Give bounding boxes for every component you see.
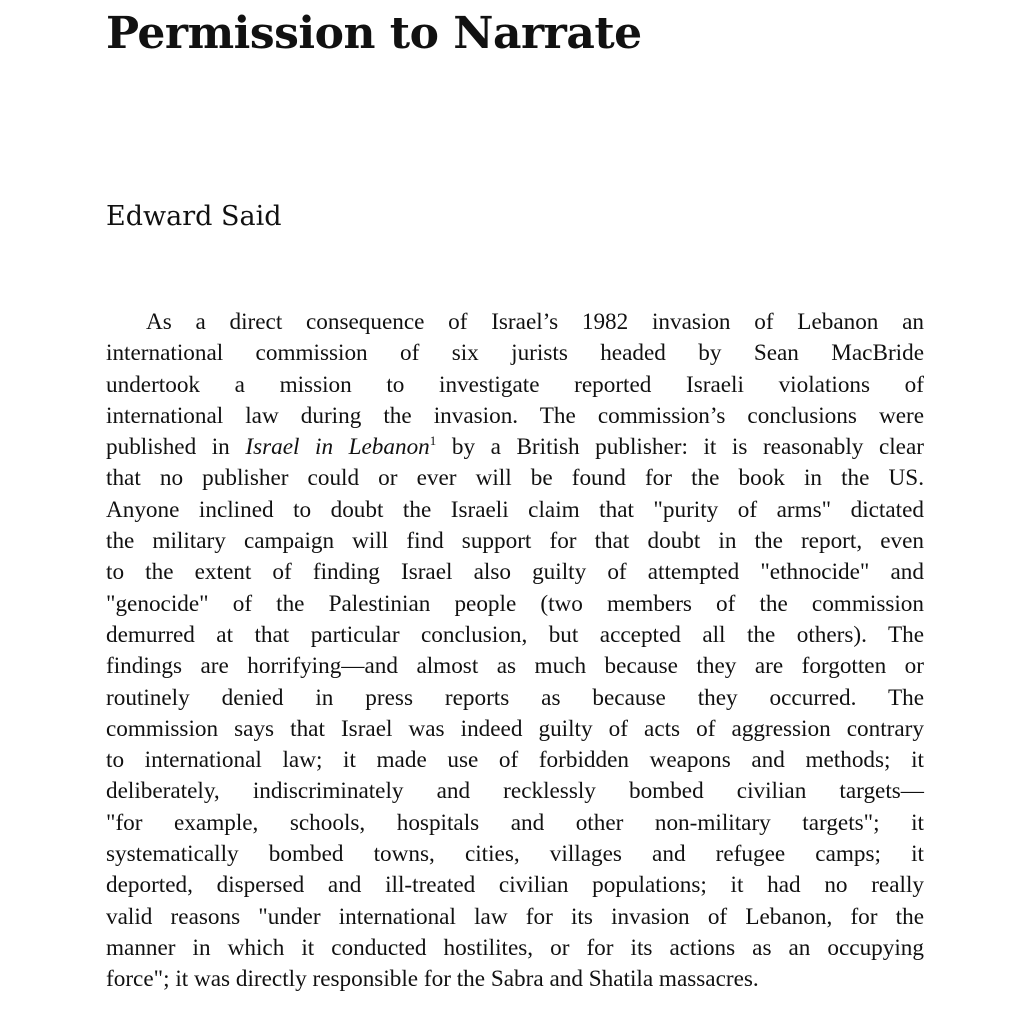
footnote-marker: 1 [429,433,437,449]
body-line: to international law; it made use of forbidden weapons and methods; it [106,747,924,774]
body-line: deliberately, indiscriminately and recklessly bombed civilian targets— [106,778,924,805]
body-line: findings are horrifying—and almost as much because they are forgotten or [106,653,924,680]
body-line: manner in which it conducted hostilites, or for its actions as an occupying [106,934,924,961]
body-line: routinely denied in press reports as because they occurred. The [106,684,924,711]
body-line-with-citation [106,432,924,463]
body-line: commission says that Israel was indeed guilty of acts of aggression contrary [106,715,924,742]
body-line: "for example, schools, hospitals and other non-military targets"; it [106,809,924,836]
body-line: international law during the invasion. The commission’s conclusions were [106,402,924,429]
body-paragraph [106,307,924,996]
body-line: that no publisher could or ever will be found for the book in the US. [106,465,924,492]
body-line: systematically bombed towns, cities, villages and refugee camps; it [106,841,924,868]
book-title: Israel in Lebanon [245,434,430,461]
body-line: international commission of six jurists headed by Sean MacBride [106,340,924,367]
body-line: the military campaign will find support for that doubt in the report, even [106,528,924,555]
body-line: demurred at that particular conclusion, but accepted all the others). The [106,621,924,648]
body-line: to the extent of finding Israel also guilty of attempted "ethnocide" and [106,559,924,586]
body-line: As a direct consequence of Israel’s 1982 invasion of Lebanon an [146,309,924,335]
body-line: Anyone inclined to doubt the Israeli claim that "purity of arms" dictated [106,496,924,523]
article-title: Permission to Narrate [106,8,642,59]
body-line: undertook a mission to investigate reported Israeli violations of [106,371,924,398]
body-line-start: published in [106,434,230,461]
body-line: deported, dispersed and ill-treated civilian populations; it had no really [106,872,924,899]
body-line: "genocide" of the Palestinian people (two members of the commission [106,590,924,617]
body-line: valid reasons "under international law for its invasion of Lebanon, for the [106,903,924,930]
body-line: force"; it was directly responsible for the Sabra and Shatila massacres. [106,966,759,993]
author-name: Edward Said [106,201,282,232]
body-line-end: by a British publisher: it is reasonably clear [436,434,924,461]
